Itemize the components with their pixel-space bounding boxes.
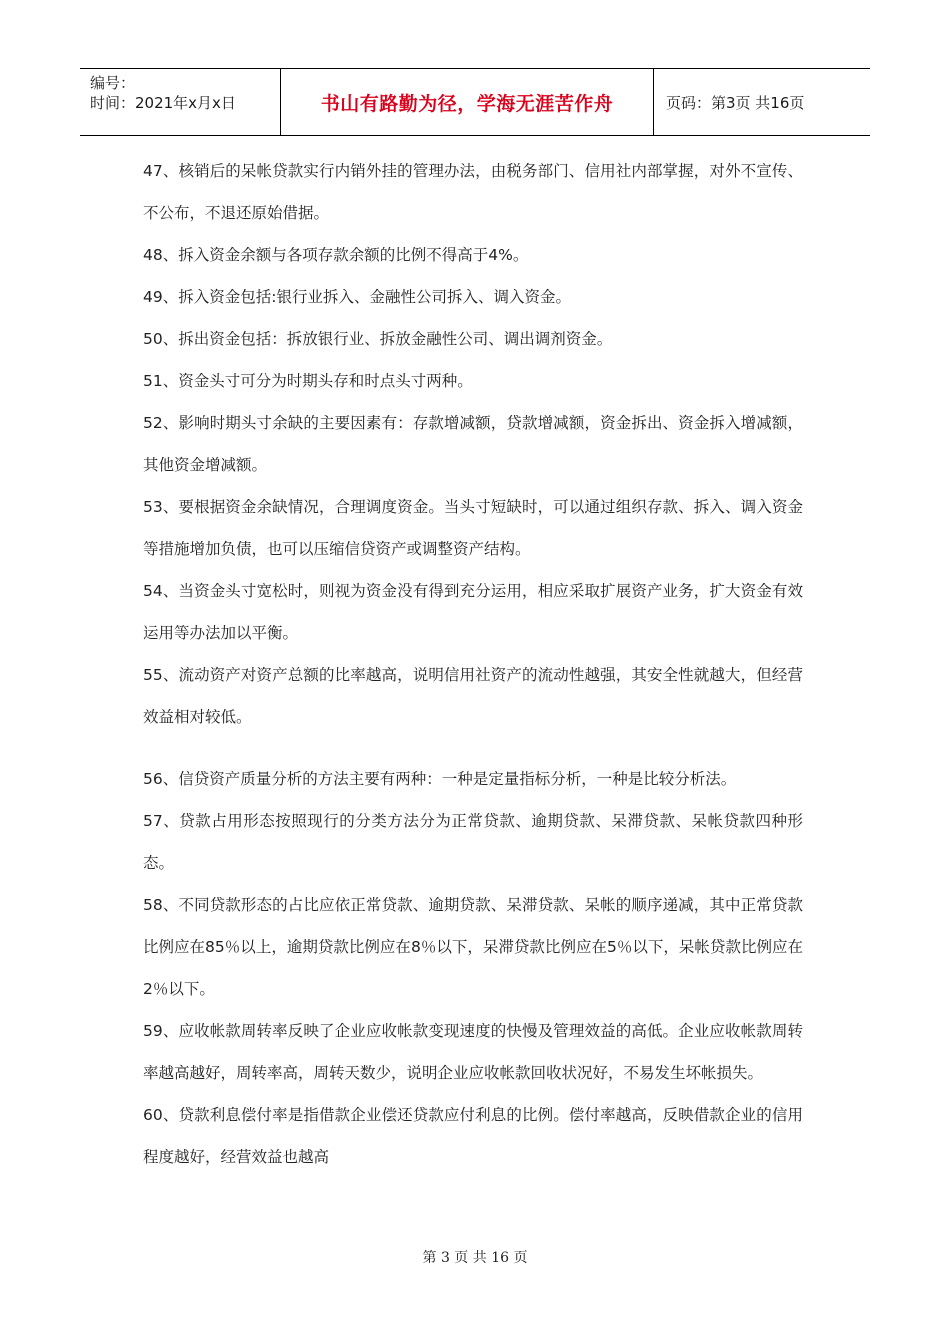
paragraph-55: 55、流动资产对资产总额的比率越高，说明信用社资产的流动性越强，其安全性就越大，但经营效益相对较低。 (143, 666, 803, 726)
paragraph-53: 53、要根据资金余缺情况，合理调度资金。当头寸短缺时，可以通过组织存款、拆入、调入资金等措施增加负债，也可以压缩信贷资产或调整资产结构。 (143, 498, 803, 558)
paragraph-48: 48、拆入资金余额与各项存款余额的比例不得高于4%。 (143, 246, 529, 264)
document-number-label: 编号： (90, 74, 136, 92)
paragraph-47: 47、核销后的呆帐贷款实行内销外挂的管理办法，由税务部门、信用社内部掌握，对外不宣传、不公布，不退还原始借据。 (143, 162, 803, 222)
document-body (143, 150, 803, 1178)
paragraph-54: 54、当资金头寸宽松时，则视为资金没有得到充分运用，相应采取扩展资产业务，扩大资金有效运用等办法加以平衡。 (143, 582, 803, 642)
header-table (80, 68, 870, 136)
paragraph-49: 49、拆入资金包括:银行业拆入、金融性公司拆入、调入资金。 (143, 288, 571, 306)
paragraph-59: 59、应收帐款周转率反映了企业应收帐款变现速度的快慢及管理效益的高低。企业应收帐款周转率越高越好，周转率高，周转天数少，说明企业应收帐款回收状况好，不易发生坏帐损失。 (143, 1022, 803, 1082)
page-footer: 第 3 页 共 16 页 (422, 1250, 528, 1266)
paragraph-56: 56、信贷资产质量分析的方法主要有两种：一种是定量指标分析，一种是比较分析法。 (143, 770, 737, 788)
header-meta-cell (80, 69, 281, 135)
paragraph-52: 52、影响时期头寸余缺的主要因素有：存款增减额，贷款增减额，资金拆出、资金拆入增减额，其他资金增减额。 (143, 414, 803, 474)
paragraph-51: 51、资金头寸可分为时期头存和时点头寸两种。 (143, 372, 473, 390)
header-motto: 书山有路勤为径，学海无涯苦作舟 (281, 69, 654, 135)
paragraph-58: 58、不同贷款形态的占比应依正常贷款、逾期贷款、呆滞贷款、呆帐的顺序递减，其中正常贷款比例应在85％以上，逾期贷款比例应在8％以下，呆滞贷款比例应在5％以下，呆帐贷款比例应在2％以下。 (143, 896, 803, 998)
paragraph-60: 60、贷款利息偿付率是指借款企业偿还贷款应付利息的比例。偿付率越高，反映借款企业的信用程度越好，经营效益也越高 (143, 1106, 803, 1166)
paragraph-50: 50、拆出资金包括：拆放银行业、拆放金融性公司、调出调剂资金。 (143, 330, 613, 348)
document-time-label: 时间：2021年x月x日 (90, 94, 236, 112)
header-page-info: 页码：第3页 共16页 (666, 93, 805, 112)
paragraph-57: 57、贷款占用形态按照现行的分类方法分为正常贷款、逾期贷款、呆滞贷款、呆帐贷款四种形态。 (143, 812, 803, 872)
